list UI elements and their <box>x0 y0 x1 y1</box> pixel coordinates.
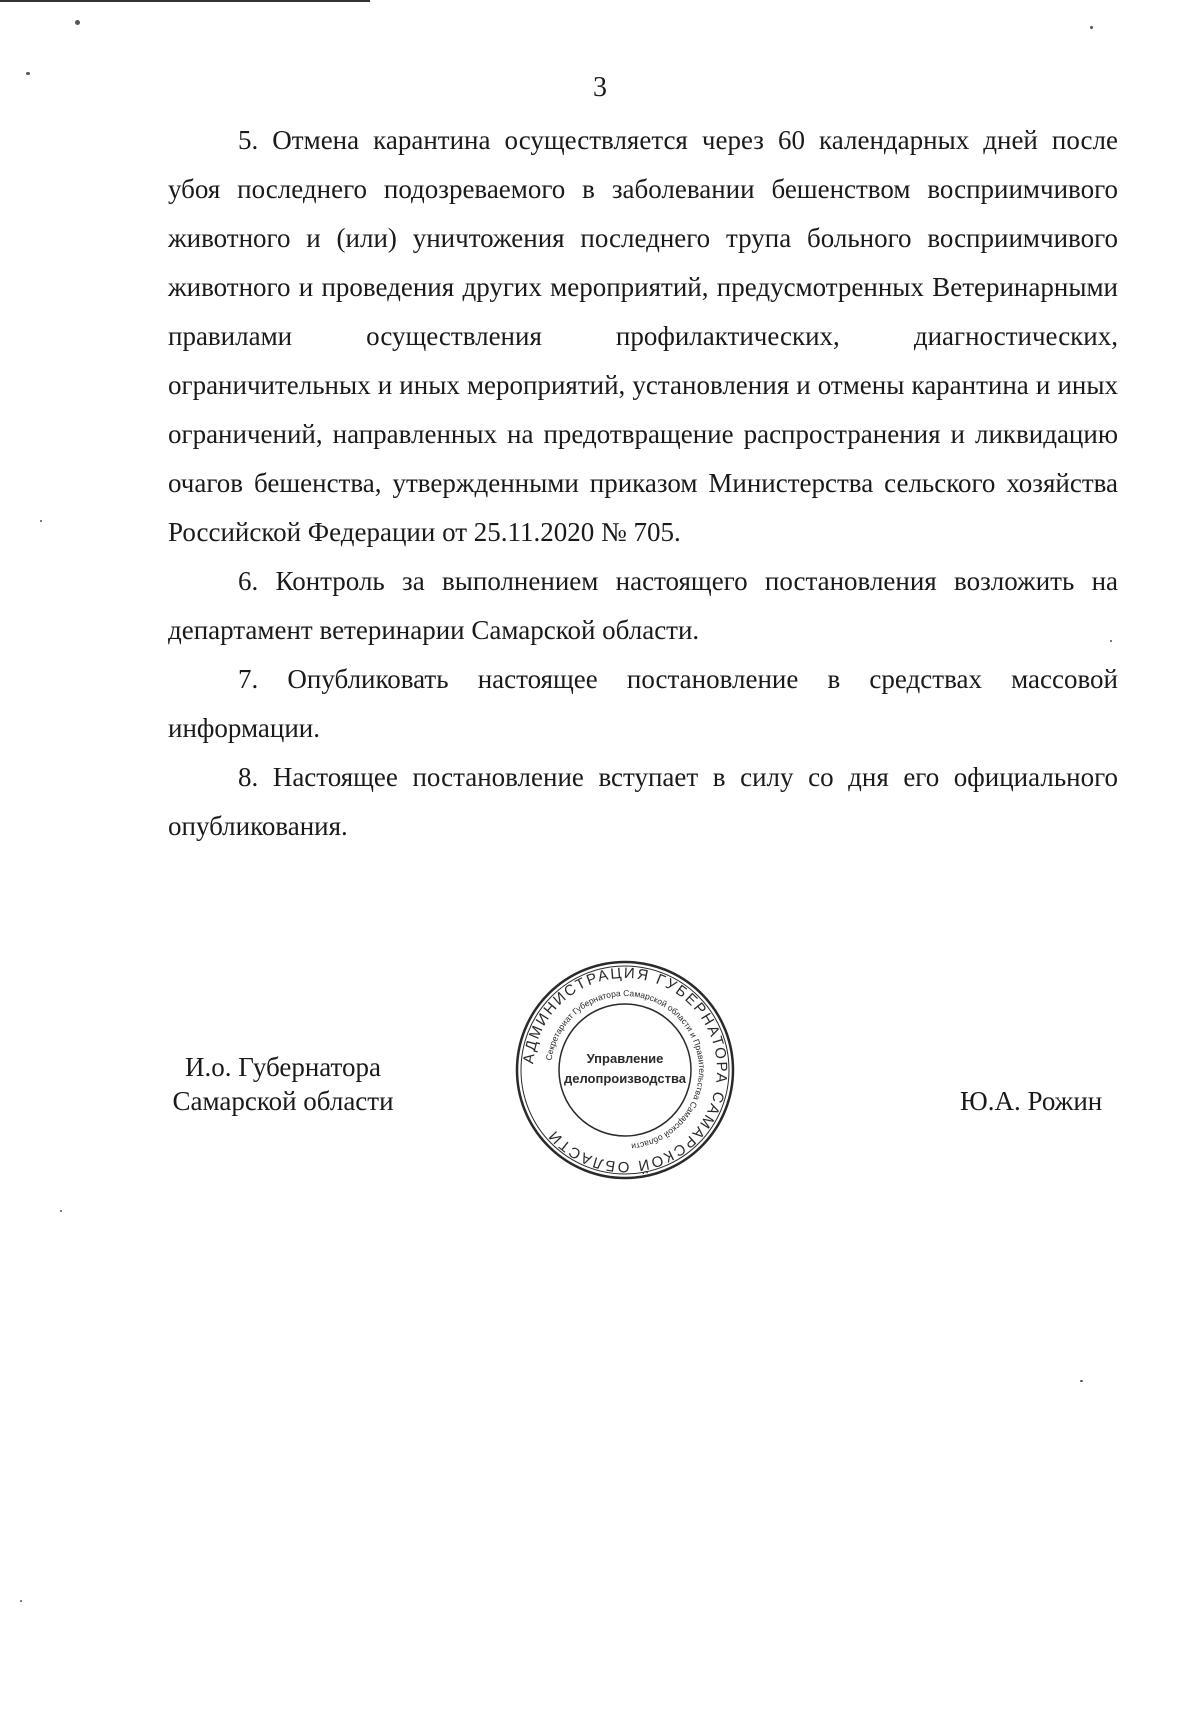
signatory-title-line-2: Самарской области <box>172 1086 394 1116</box>
stamp-inner-ring <box>559 1004 691 1136</box>
top-edge-rule <box>0 0 370 2</box>
document-body <box>168 116 1118 851</box>
scan-speck <box>1110 640 1112 642</box>
scan-speck <box>60 1210 62 1212</box>
stamp-center-line-2: делопроизводства <box>563 1071 687 1086</box>
scan-speck <box>40 520 42 522</box>
stamp-center-line-1: Управление <box>586 1051 664 1066</box>
paragraph-5: 5. Отмена карантина осуществляется через 60 календарных дней после убоя последнего подозреваемого в заболевании бешенством восприимчивого животного и (или) уничтожения последнего трупа больного восприимчивого животного и проведения других мероприятий, предусмотренных Ветеринарными правилами осуществления профилактических, диагностических, ограничительных и иных мероприятий, установления и отмены карантина и иных ограничений, направленных на предотвращение распространения и ликвидацию очагов бешенства, утвержденными приказом Министерства сельского хозяйства Российской Федерации от 25.11.2020 № 705. <box>168 125 1118 547</box>
paragraph-7: 7. Опубликовать настоящее постановление в средствах массовой информации. <box>168 664 1118 743</box>
signatory-title <box>168 1050 398 1118</box>
scan-speck <box>1080 1380 1083 1382</box>
signatory-name: Ю.А. Рожин <box>960 1086 1103 1116</box>
paragraph-6: 6. Контроль за выполнением настоящего постановления возложить на департамент ветеринарии Самарской области. <box>168 566 1118 645</box>
stamp-inner-text: Секретариат Губернатора Самарской области и Правительства Самарской области <box>543 987 708 1152</box>
scan-speck <box>26 72 30 75</box>
official-seal-stamp <box>510 955 740 1185</box>
page-number: 3 <box>593 72 607 103</box>
signatory-title-line-1: И.о. Губернатора <box>184 1052 381 1082</box>
scan-speck <box>20 1600 22 1602</box>
scan-speck <box>1090 26 1093 29</box>
stamp-outer-text: АДМИНИСТРАЦИЯ ГУБЕРНАТОРА САМАРСКОЙ ОБЛАСТИ <box>520 964 731 1176</box>
paragraph-8: 8. Настоящее постановление вступает в силу со дня его официального опубликования. <box>168 762 1118 841</box>
scan-speck <box>75 20 80 25</box>
